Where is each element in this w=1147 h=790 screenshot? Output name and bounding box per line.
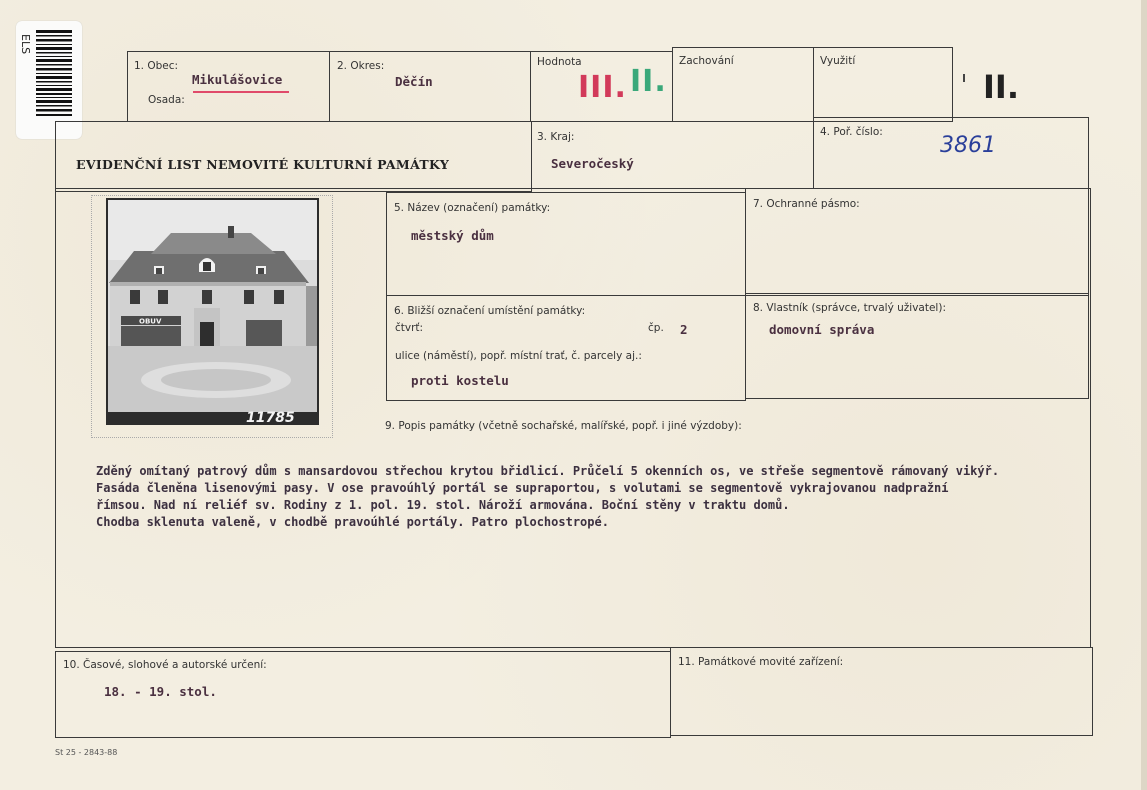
popis-label: 9. Popis památky (včetně sochařské, malířské, popř. i jiné výzdoby): [385, 420, 742, 432]
ulice-value: proti kostelu [411, 373, 509, 388]
description-line: Zděný omítaný patrový dům s mansardovou střechou krytou břidlicí. Průčelí 5 okenních os, ve střeše segmentově rámovaný vikýř. [96, 464, 1000, 478]
photo-number: 11785 [246, 410, 295, 425]
cp-value: 2 [680, 322, 688, 337]
corner-mark: II. [983, 68, 1019, 106]
hodnota-label: Hodnota [537, 56, 582, 68]
porcislo-label: 4. Poř. číslo: [820, 126, 883, 138]
sticker-code: ELS [19, 34, 32, 55]
osada-label: Osada: [148, 94, 185, 106]
cp-label: čp. [648, 322, 664, 334]
vyuziti-label: Využití [820, 55, 856, 67]
description-line: římsou. Nad ní reliéf sv. Rodiny z 1. pol. 19. stol. Nároží armována. Boční stěny v traktu domů. [96, 498, 790, 512]
form-code: St 25 - 2843-88 [55, 748, 118, 757]
obec-value: Mikulášovice [192, 72, 283, 87]
obec-underline [193, 91, 289, 93]
ctvrt-label: čtvrť: [395, 322, 424, 334]
hodnota-green-mark: II. [630, 64, 667, 99]
vlastnik-label: 8. Vlastník (správce, trvalý uživatel): [753, 302, 946, 314]
kraj-value: Severočeský [551, 156, 634, 171]
ulice-label: ulice (náměstí), popř. místní trať, č. parcely aj.: [395, 350, 642, 362]
shop-sign: OBUV [139, 317, 162, 326]
porcislo-value: 3861 [940, 133, 996, 158]
ochranne-label: 7. Ochranné pásmo: [753, 198, 860, 210]
umisteni-label: 6. Bližší označení umístění památky: [394, 305, 586, 317]
obec-label: 1. Obec: [134, 60, 179, 72]
tick-mark [963, 74, 965, 82]
okres-label: 2. Okres: [337, 60, 385, 72]
casove-value: 18. - 19. stol. [104, 684, 217, 699]
description-line: Fasáda členěna lisenovými pasy. V ose pravoúhlý portál se supraportou, s volutami se segmentově vykrajovanou nadpražní [96, 481, 949, 495]
casove-label: 10. Časové, slohové a autorské určení: [63, 659, 267, 671]
movite-label: 11. Památkové movité zařízení: [678, 656, 844, 668]
building-photo [106, 198, 319, 425]
barcode-icon [36, 30, 72, 116]
zachovani-label: Zachování [679, 55, 734, 67]
paper-edge [1141, 0, 1147, 790]
hodnota-red-mark: III. [578, 70, 627, 105]
description-text [96, 463, 1096, 531]
nazev-value: městský dům [411, 228, 494, 243]
okres-value: Děčín [395, 74, 433, 89]
kraj-label: 3. Kraj: [537, 131, 575, 143]
nazev-label: 5. Název (označení) památky: [394, 202, 551, 214]
vlastnik-value: domovní správa [769, 322, 875, 337]
form-title: EVIDENČNÍ LIST NEMOVITÉ KULTURNÍ PAMÁTKY [76, 157, 450, 172]
description-line: Chodba sklenuta valeně, v chodbě pravoúhlé portály. Patro plochostropé. [96, 515, 609, 529]
